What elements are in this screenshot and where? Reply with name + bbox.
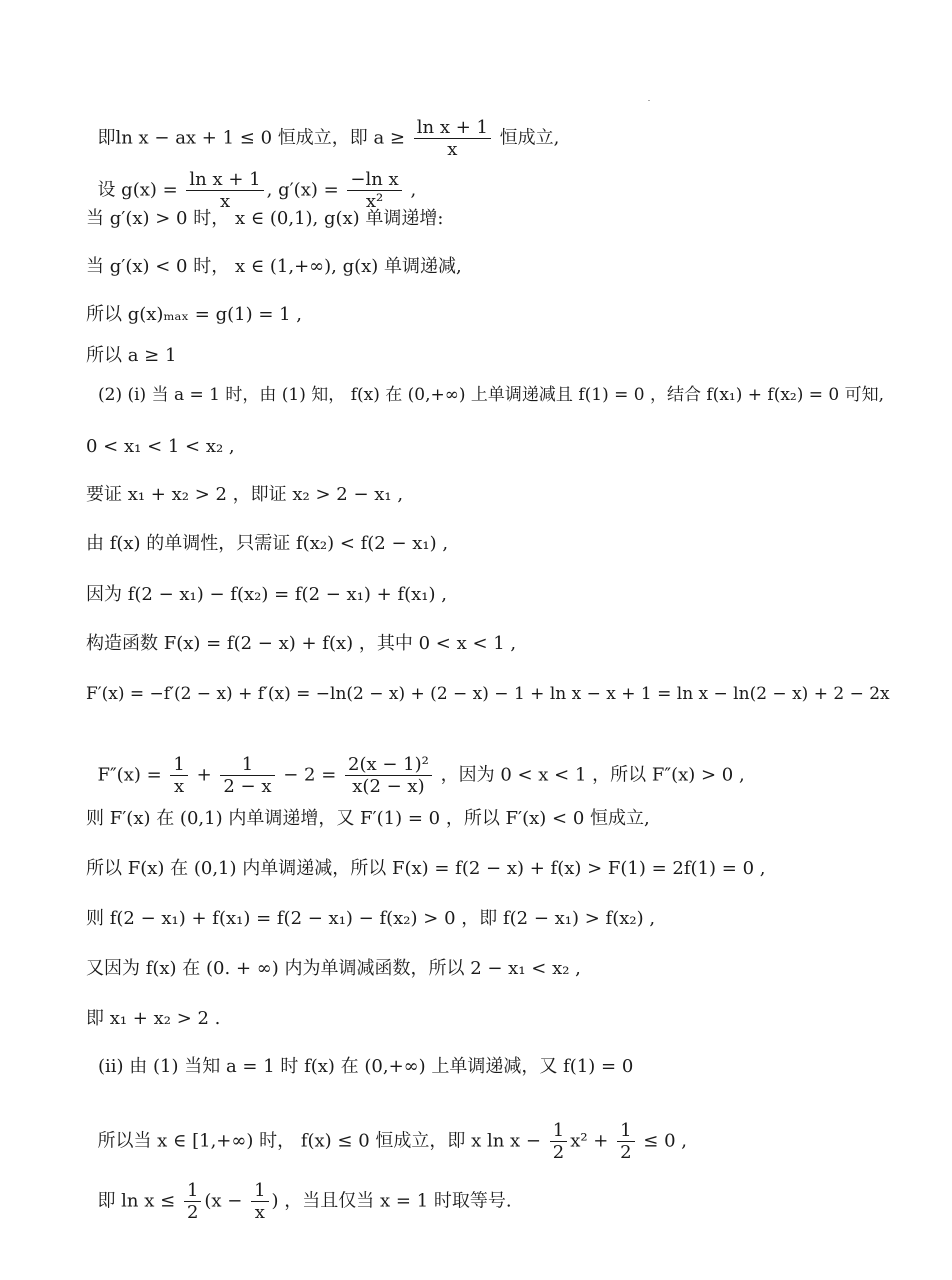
line-21-text-b: ≤ 0 , [637,1130,687,1152]
line-20: (ii) 由 (1) 当知 a = 1 时 f(x) 在 (0,+∞) 上单调递减，又 f(1) = 0 [98,1056,634,1077]
line-13: F′(x) = −f′(2 − x) + f′(x) = −ln(2 − x) + (2 − x) − 1 + ln x − x + 1 = ln x − ln(2 − x) + 2 − 2x [86,684,890,704]
line-14-text-a: F″(x) = [97,764,168,786]
fraction [414,117,491,160]
line-08: 0 < x₁ < 1 < x₂ , [86,436,235,457]
fraction-denominator: x(2 − x) [352,776,425,797]
line-09: 要证 x₁ + x₂ > 2 ，即证 x₂ > 2 − x₁ , [86,484,404,505]
line-14 [86,732,745,797]
fraction-numerator: ln x + 1 [186,169,263,191]
line-21-text-mid: x² + [570,1130,615,1152]
line-16: 所以 F(x) 在 (0,1) 内单调递减，所以 F(x) = f(2 − x) + f(x) > F(1) = 2f(1) = 0 , [86,858,766,879]
line-03: 当 g′(x) > 0 时， x ∈ (0,1), g(x) 单调递增: [86,208,444,229]
line-06: 所以 a ≥ 1 [86,345,177,366]
fraction-denominator: 2 − x [223,776,272,797]
fraction-numerator: 1 [184,1180,201,1202]
fraction-numerator: 1 [170,754,187,776]
line-14-minus: − 2 = [277,764,343,786]
line-21-text-a: 所以当 x ∈ [1,+∞) 时， f(x) ≤ 0 恒成立，即 x ln x − [97,1130,547,1152]
fraction [251,1180,268,1223]
fraction [550,1120,567,1163]
line-10: 由 f(x) 的单调性，只需证 f(x₂) < f(2 − x₁) , [86,533,449,554]
fraction-numerator: 2(x − 1)² [345,754,432,776]
line-11: 因为 f(2 − x₁) − f(x₂) = f(2 − x₁) + f(x₁) , [86,584,447,605]
fraction [184,1180,201,1223]
fraction-numerator: ln x + 1 [414,117,491,139]
line-04: 当 g′(x) < 0 时， x ∈ (1,+∞), g(x) 单调递减, [86,256,462,277]
fraction-denominator: x [254,1202,265,1223]
fraction [170,754,187,797]
line-01-text-b: 恒成立, [493,127,560,149]
line-18: 又因为 f(x) 在 (0. + ∞) 内为单调减函数，所以 2 − x₁ < x₂ , [86,958,581,979]
fraction [220,754,274,797]
fraction-denominator: x [174,776,185,797]
line-17: 则 f(2 − x₁) + f(x₁) = f(2 − x₁) − f(x₂) > 0 ，即 f(2 − x₁) > f(x₂) , [86,908,656,929]
fraction-numerator: 1 [220,754,274,776]
line-02-text-mid: , g′(x) = [266,179,345,201]
line-07: (2) (i) 当 a = 1 时，由 (1) 知， f(x) 在 (0,+∞) 上单调递减且 f(1) = 0 ，结合 f(x₁) + f(x₂) = 0 可知, [98,385,885,405]
line-22-text-a: 即 ln x ≤ [97,1190,181,1212]
line-02-text-a: 设 g(x) = [97,179,184,201]
line-14-plus: + [190,764,218,786]
line-19: 即 x₁ + x₂ > 2 . [86,1008,221,1029]
line-01-text-a: 即ln x − ax + 1 ≤ 0 恒成立，即 a ≥ [97,127,411,149]
fraction-numerator: −ln x [347,169,401,191]
fraction [345,754,432,797]
line-02 [86,147,416,212]
fraction-denominator: 2 [620,1142,632,1163]
fraction-denominator: x² [365,191,384,212]
line-15: 则 F′(x) 在 (0,1) 内单调递增，又 F′(1) = 0 ，所以 F′(x) < 0 恒成立, [86,808,650,829]
fraction-denominator: 2 [186,1202,199,1223]
line-22-text-mid: (x − [204,1190,249,1212]
fraction-denominator: 2 [552,1142,565,1163]
fraction [186,169,263,212]
line-02-text-b: , [404,179,417,201]
fraction-denominator: x [219,191,231,212]
fraction-denominator: x [447,139,458,160]
line-12: 构造函数 F(x) = f(2 − x) + f(x) ，其中 0 < x < 1 , [86,633,517,654]
fraction-numerator: 1 [251,1180,268,1202]
line-05: 所以 g(x)ₘₐₓ = g(1) = 1 , [86,304,303,325]
line-22 [86,1158,512,1223]
line-22-text-b: ) ，当且仅当 x = 1 时取等号. [271,1190,512,1212]
line-14-text-b: ，因为 0 < x < 1 ，所以 F″(x) > 0 , [434,764,745,786]
scan-speck [648,100,650,101]
fraction [617,1120,634,1163]
fraction [347,169,401,212]
fraction-numerator: 1 [550,1120,567,1142]
fraction-numerator: 1 [617,1120,634,1142]
line-21 [86,1098,687,1163]
